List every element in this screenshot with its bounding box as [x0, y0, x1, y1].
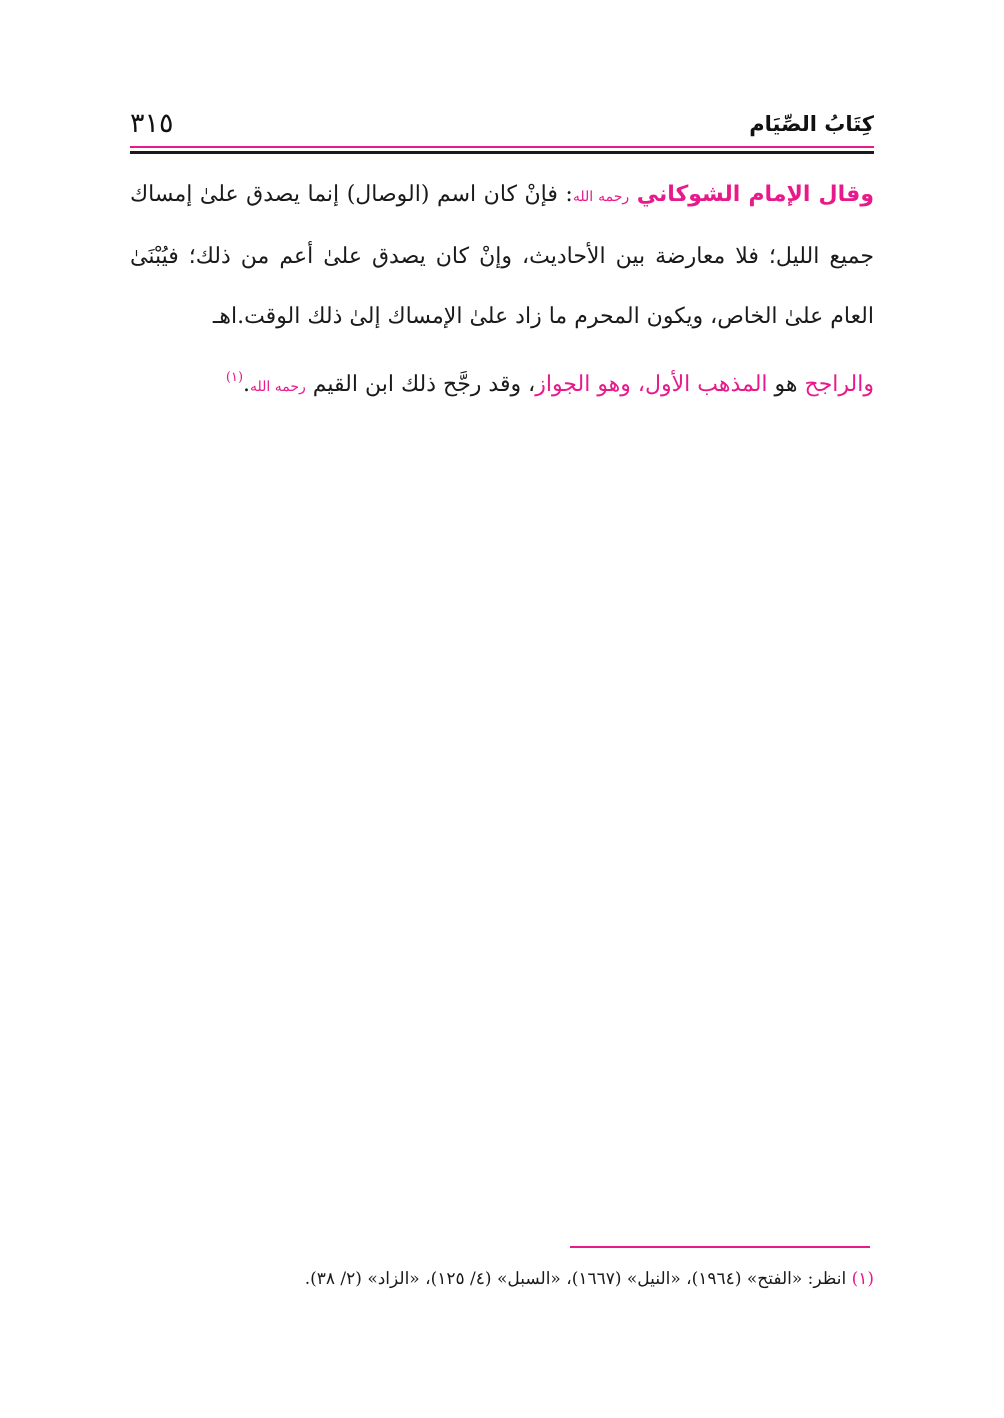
page-header — [130, 108, 874, 148]
paragraph-shawkani-quote — [130, 165, 874, 347]
text-segment-1: هو — [767, 372, 805, 397]
honorific-mark: رحمه الله — [250, 379, 306, 395]
header-rule-dark — [130, 151, 874, 154]
footnote-text: انظر: «الفتح» (١٩٦٤)، «النيل» (١٦٦٧)، «السبل» (٤/ ١٢٥)، «الزاد» (٢/ ٣٨). — [304, 1269, 852, 1289]
footnote-separator — [570, 1246, 870, 1248]
footnote — [130, 1264, 874, 1294]
preponderant-label: والراجح — [804, 372, 874, 397]
text-segment-3: . — [243, 372, 251, 397]
preponderant-opinion: المذهب الأول، وهو الجواز — [535, 372, 768, 397]
speaker-name: وقال الإمام الشوكاني — [636, 182, 874, 207]
main-text — [130, 165, 874, 417]
quote-text: : فإنْ كان اسم (الوصال) إنما يصدق علىٰ إمساك جميع الليل؛ فلا معارضة بين الأحاديث، وإنْ كان يصدق علىٰ أعم من ذلك؛ فيُبْنَىٰ العام علىٰ الخاص، ويكون المحرم ما زاد علىٰ الإمساك إلىٰ ذلك الوقت.اهـ — [130, 182, 874, 329]
running-title: كِتَابُ الصِّيَام — [749, 112, 874, 136]
footnote-reference[interactable]: (١) — [225, 370, 244, 385]
text-segment-2: ، وقد رجَّح ذلك ابن القيم — [305, 372, 536, 397]
paragraph-preponderant-view — [130, 355, 874, 417]
honorific-mark: رحمه الله — [572, 189, 630, 205]
footnote-number: (١) — [851, 1269, 874, 1289]
header-rule-accent — [130, 146, 874, 148]
page-number: ٣١٥ — [130, 108, 174, 139]
